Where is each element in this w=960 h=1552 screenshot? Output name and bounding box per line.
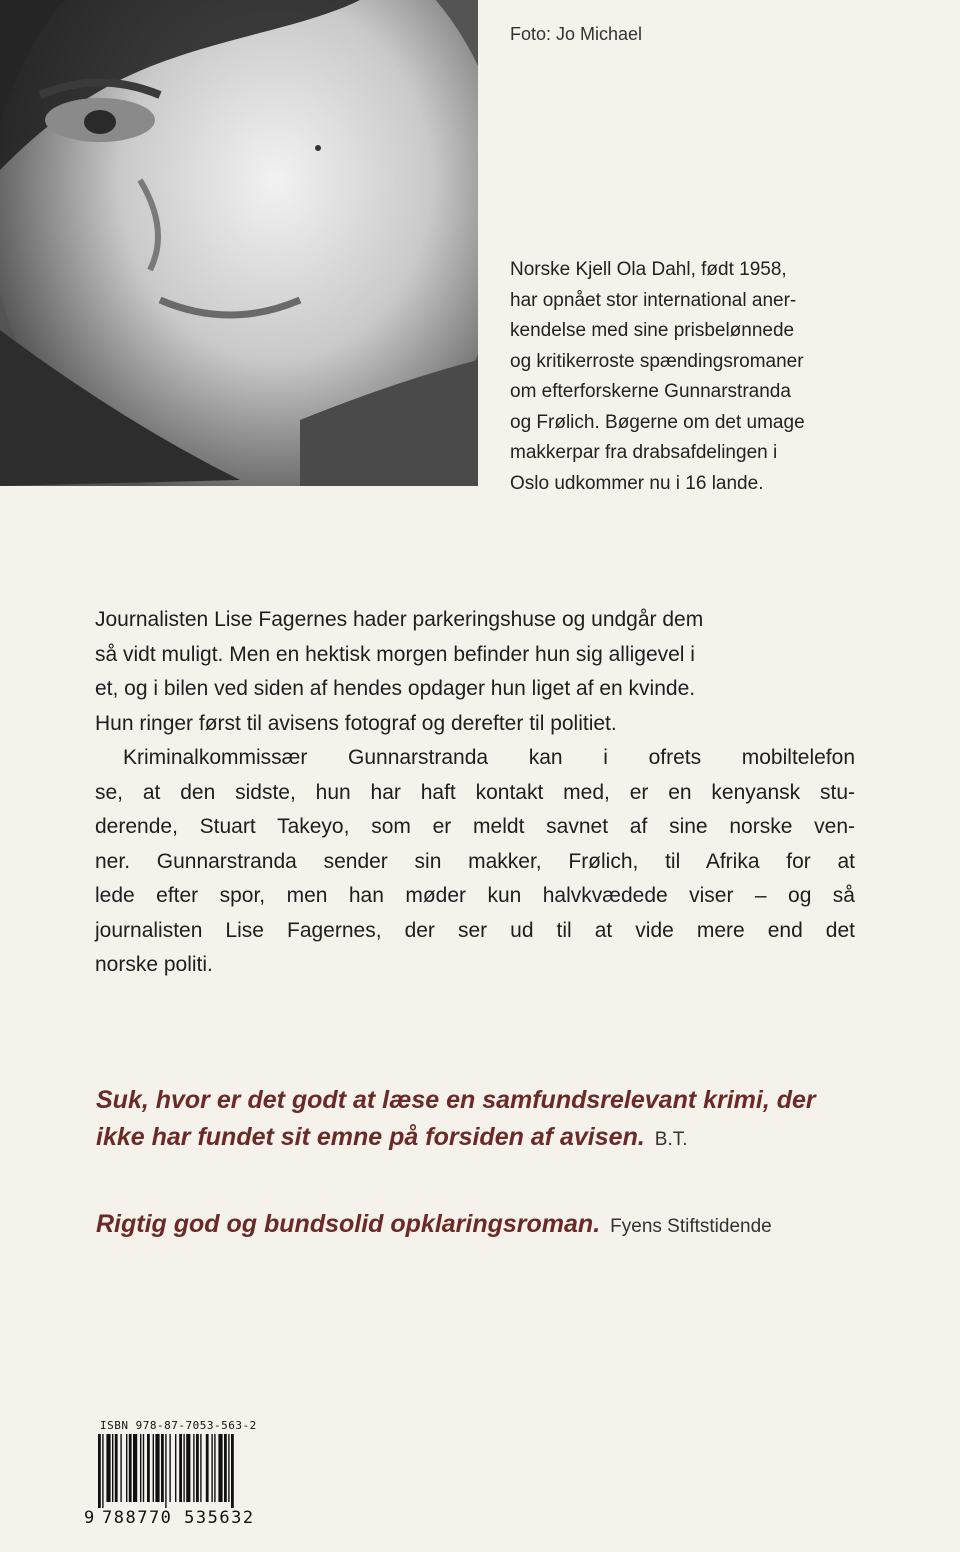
bio-line: og Frølich. Bøgerne om det umage: [510, 411, 805, 433]
review-quote: [96, 1206, 876, 1245]
barcode-bar: [211, 1434, 212, 1502]
quote-line-with-source: [96, 1119, 876, 1158]
barcode-bar: [143, 1434, 144, 1502]
barcode-digit-first: 9: [84, 1508, 95, 1528]
barcode-digits: 788770 535632: [102, 1508, 255, 1528]
bio-line: og kritikerroste spændingsromaner: [510, 350, 804, 372]
barcode-bar: [165, 1434, 166, 1508]
barcode-bar: [126, 1434, 127, 1502]
synopsis-line: derende, Stuart Takeyo, som er meldt savnet af sine norske ven-: [95, 815, 855, 838]
quote-line: Suk, hvor er det godt at læse en samfundsrelevant krimi, der: [96, 1086, 816, 1114]
quote-line: ikke har fundet sit emne på forsiden af avisen.: [96, 1123, 645, 1151]
synopsis-line: så vidt muligt. Men en hektisk morgen befinder hun sig alligevel i: [95, 642, 695, 666]
barcode-bar: [102, 1434, 103, 1508]
quote-source: Fyens Stiftstidende: [610, 1216, 772, 1237]
synopsis-line: norske politi.: [95, 953, 213, 976]
bio-line: makkerpar fra drabsafdelingen i: [510, 442, 778, 463]
isbn-label: ISBN 978-87-7053-563-2: [100, 1419, 257, 1432]
bio-line: har opnået stor international aner-: [510, 289, 797, 311]
barcode-bar: [133, 1434, 137, 1502]
barcode-bar: [183, 1434, 184, 1502]
quote-source: B.T.: [654, 1129, 688, 1150]
quote-line-with-source: [96, 1206, 876, 1245]
quote-line: Rigtig god og bundsolid opklaringsroman.: [96, 1210, 601, 1238]
barcode-bar: [115, 1434, 118, 1502]
synopsis-line: Kriminalkommissær Gunnarstranda kan i ofrets mobiltelefon: [123, 746, 855, 769]
barcode-bar: [214, 1434, 215, 1502]
photo-credit: Foto: Jo Michael: [510, 24, 643, 44]
barcode-bar: [153, 1434, 154, 1502]
barcode-bar: [98, 1434, 101, 1508]
barcode-bar: [224, 1434, 227, 1502]
synopsis-line: journalisten Lise Fagernes, der ser ud til at vide mere end det: [95, 918, 855, 942]
review-quote: [96, 1082, 876, 1158]
barcode-bar: [129, 1434, 132, 1502]
synopsis-line: ner. Gunnarstranda sender sin makker, Frølich, til Afrika for at: [95, 849, 855, 873]
synopsis-line: Journalisten Lise Fagernes hader parkeringshuse og undgår dem: [95, 608, 704, 631]
barcode-bar: [193, 1434, 194, 1502]
synopsis-line: et, og i bilen ved siden af hendes opdager hun liget af en kvinde.: [95, 677, 696, 700]
barcode-bar: [179, 1434, 182, 1502]
barcode-bar: [186, 1434, 190, 1502]
author-photo: [0, 0, 478, 486]
barcode-bar: [106, 1434, 110, 1502]
barcode-bar: [200, 1434, 201, 1502]
barcode-bar: [169, 1434, 170, 1502]
barcode: [96, 1434, 282, 1508]
author-bio: [510, 255, 930, 499]
barcode-bar: [206, 1434, 209, 1502]
synopsis-line: Hun ringer først til avisens fotograf og derefter til politiet.: [95, 711, 617, 735]
barcode-bar: [231, 1434, 234, 1508]
bio-line: Oslo udkommer nu i 16 lande.: [510, 472, 764, 494]
book-synopsis: [95, 603, 855, 983]
barcode-bar: [218, 1434, 222, 1502]
barcode-bar: [140, 1434, 141, 1502]
synopsis-line: se, at den sidste, hun har haft kontakt med, er en kenyansk stu-: [95, 780, 855, 804]
barcode-bar: [161, 1434, 164, 1502]
barcode-bar: [196, 1434, 199, 1502]
bio-line: om efterforskerne Gunnarstranda: [510, 381, 791, 402]
bio-line: Norske Kjell Ola Dahl, født 1958,: [510, 259, 787, 280]
barcode-bar: [228, 1434, 229, 1502]
barcode-bar: [175, 1434, 176, 1502]
barcode-bar: [155, 1434, 159, 1502]
author-portrait-image: [0, 0, 478, 486]
barcode-bar: [120, 1434, 121, 1502]
bio-line: kendelse med sine prisbelønnede: [510, 320, 795, 341]
synopsis-line: lede efter spor, men han møder kun halvkvædede viser – og så: [95, 884, 855, 907]
barcode-bar: [147, 1434, 150, 1502]
barcode-bar: [112, 1434, 113, 1502]
